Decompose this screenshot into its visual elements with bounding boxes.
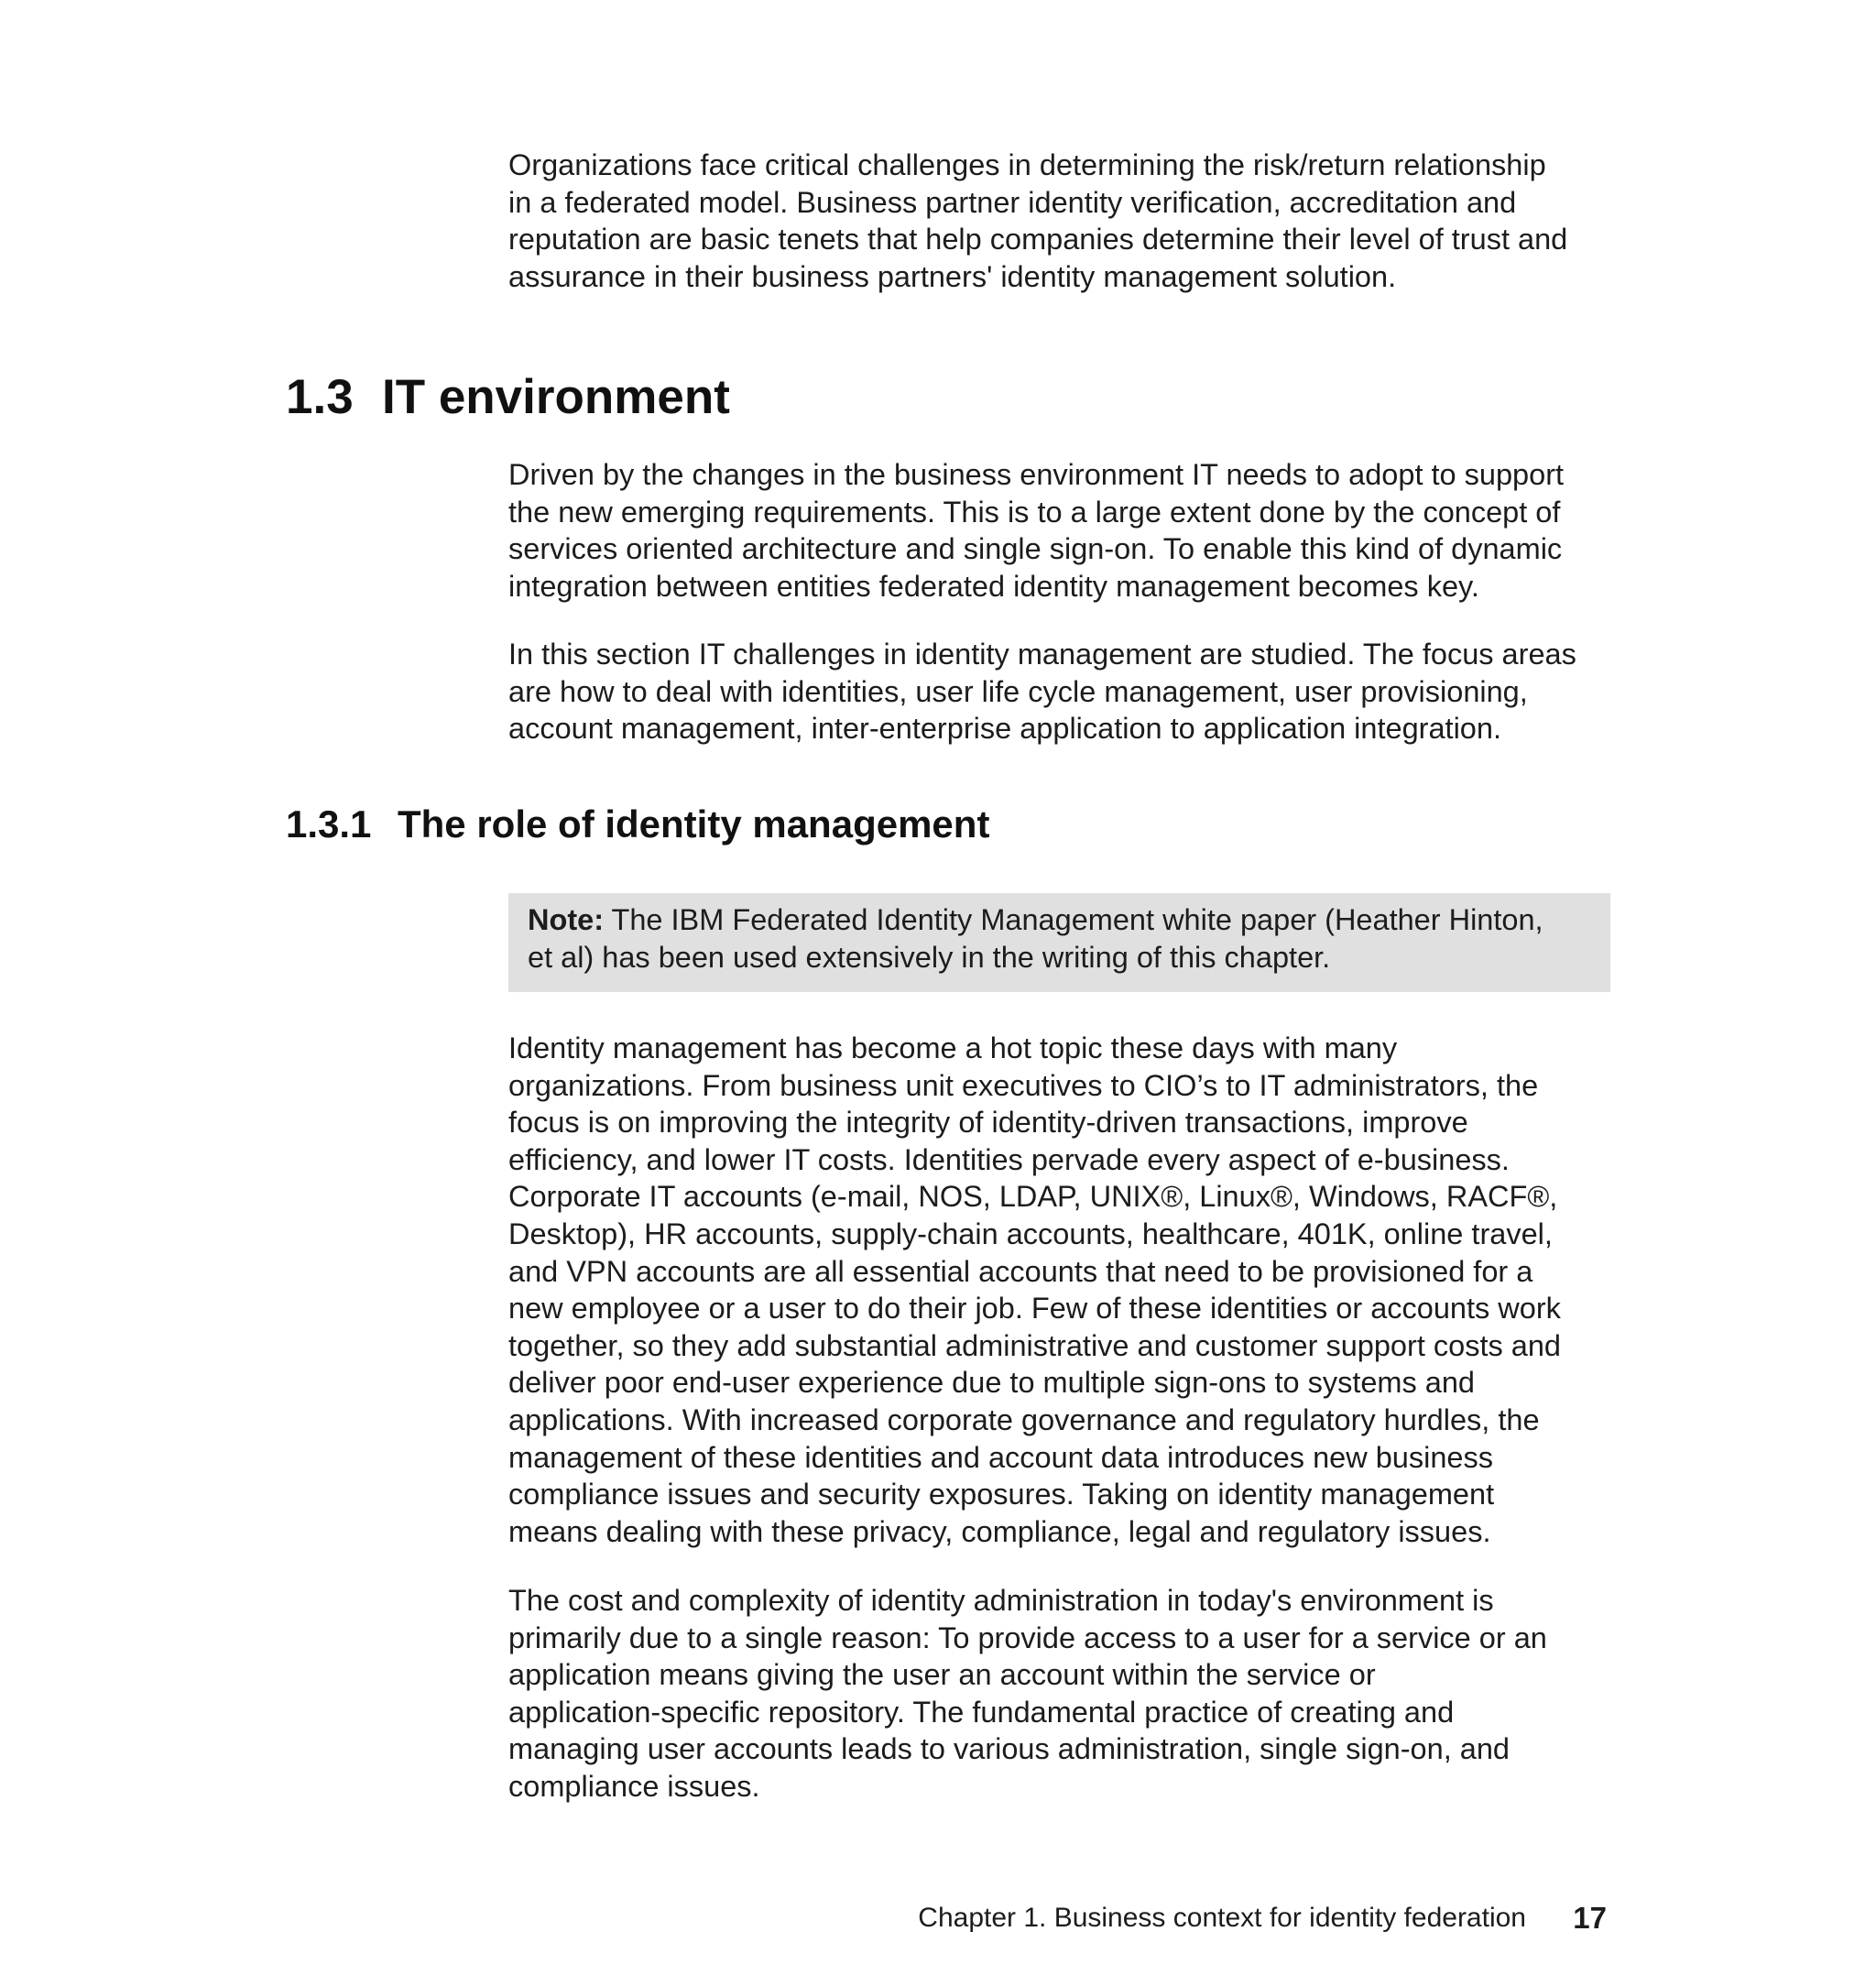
- text-line: deliver poor end-user experience due to multiple sign-ons to systems and: [508, 1366, 1476, 1400]
- text-line: In this section IT challenges in identity management are studied. The focus areas: [508, 638, 1576, 671]
- text-line: together, so they add substantial administrative and customer support costs and: [508, 1328, 1561, 1362]
- text-line: application-specific repository. The fundamental practice of creating and: [508, 1695, 1455, 1729]
- text-line: compliance issues.: [508, 1769, 760, 1803]
- page-number: 17: [1573, 1901, 1607, 1935]
- note-text: The IBM Federated Identity Management white paper (Heather Hinton,: [611, 903, 1543, 936]
- section-number: 1.3: [286, 370, 354, 424]
- text-line: services oriented architecture and single sign-on. To enable this kind of dynamic: [508, 532, 1563, 566]
- text-line: Desktop), HR accounts, supply-chain accounts, healthcare, 401K, online travel,: [508, 1217, 1553, 1250]
- page-footer: [0, 1898, 1876, 1938]
- text-line: new employee or a user to do their job. Few of these identities or accounts work: [508, 1292, 1561, 1326]
- subsection-heading: [286, 799, 989, 850]
- text-line: are how to deal with identities, user life cycle management, user provisioning,: [508, 674, 1528, 708]
- section-heading: [286, 368, 730, 427]
- note-line: et al) has been used extensively in the writing of this chapter.: [528, 940, 1331, 974]
- section-title: IT environment: [382, 370, 730, 424]
- subsection-number: 1.3.1: [286, 802, 372, 846]
- text-line: managing user accounts leads to various administration, single sign-on, and: [508, 1732, 1510, 1766]
- text-line: management of these identities and account data introduces new business: [508, 1440, 1493, 1474]
- text-line: organizations. From business unit executives to CIO’s to IT administrators, the: [508, 1068, 1539, 1102]
- footer-chapter-title: Chapter 1. Business context for identity federation: [918, 1903, 1526, 1933]
- text-line: the new emerging requirements. This is to a large extent done by the concept of: [508, 495, 1561, 529]
- text-line: account management, inter-enterprise application to application integration.: [508, 712, 1501, 746]
- text-line: reputation are basic tenets that help companies determine their level of trust and: [508, 223, 1568, 256]
- paragraph-cost-complexity: [508, 1582, 1603, 1806]
- note-box: [508, 893, 1610, 992]
- paragraph-it-environment: [508, 456, 1603, 605]
- text-line: means dealing with these privacy, compliance, legal and regulatory issues.: [508, 1514, 1491, 1548]
- note-label: Note:: [528, 903, 605, 936]
- text-line: efficiency, and lower IT costs. Identities pervade every aspect of e-business.: [508, 1142, 1510, 1176]
- paragraph-it-challenges: [508, 636, 1603, 747]
- text-line: and VPN accounts are all essential accounts that need to be provisioned for a: [508, 1254, 1533, 1288]
- text-line: Corporate IT accounts (e-mail, NOS, LDAP, UNIX®, Linux®, Windows, RACF®,: [508, 1180, 1558, 1214]
- note-line: [528, 901, 1610, 939]
- text-line: application means giving the user an account within the service or: [508, 1658, 1376, 1692]
- text-line: applications. With increased corporate governance and regulatory hurdles, the: [508, 1402, 1540, 1436]
- subsection-title: The role of identity management: [398, 802, 990, 846]
- text-line: focus is on improving the integrity of identity-driven transactions, improve: [508, 1106, 1468, 1140]
- text-line: Organizations face critical challenges in determining the risk/return relationship: [508, 148, 1546, 181]
- text-line: primarily due to a single reason: To provide access to a user for a service or an: [508, 1620, 1547, 1654]
- text-line: compliance issues and security exposures. Taking on identity management: [508, 1478, 1495, 1511]
- text-line: The cost and complexity of identity administration in today's environment is: [508, 1584, 1494, 1617]
- paragraph-identity-management: [508, 1030, 1603, 1550]
- text-line: assurance in their business partners' identity management solution.: [508, 259, 1397, 293]
- text-line: Identity management has become a hot topic these days with many: [508, 1031, 1398, 1064]
- intro-paragraph: [508, 147, 1603, 295]
- text-line: Driven by the changes in the business environment IT needs to adopt to support: [508, 458, 1565, 491]
- text-line: integration between entities federated identity management becomes key.: [508, 569, 1479, 603]
- text-line: in a federated model. Business partner identity verification, accreditation and: [508, 185, 1517, 219]
